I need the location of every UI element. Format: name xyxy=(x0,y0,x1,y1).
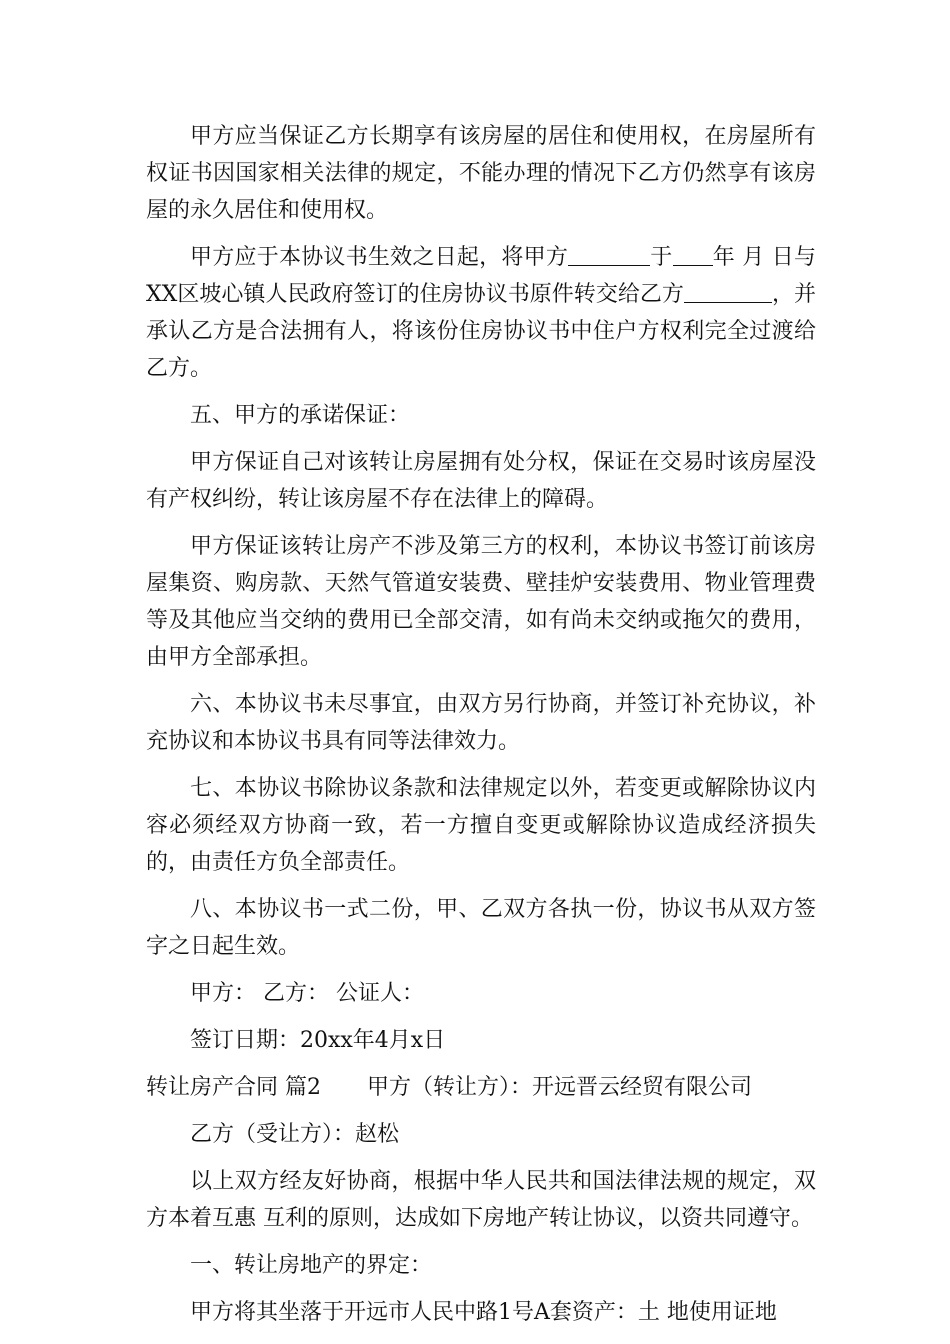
paragraph-transfer-agreement xyxy=(146,239,816,387)
party-b-name: 乙方（受让方）：赵松 xyxy=(190,1122,400,1147)
paragraph-copies: 八、本协议书一式二份，甲、乙双方各执一份，协议书从双方签字之日起生效。 xyxy=(146,897,816,959)
section-heading-definition: 一、转让房地产的界定： xyxy=(190,1253,433,1278)
document-page xyxy=(146,118,816,1331)
text-segment: 年 月 日与XX区坡心镇人民政府签订的住房协议书原件转交给乙方 xyxy=(146,245,816,307)
fill-in-blank xyxy=(684,278,772,303)
paragraph-supplementary: 六、本协议书未尽事宜，由双方另行协商，并签订补充协议，补充协议和本协议书具有同等法律效力。 xyxy=(146,692,816,754)
paragraph-residence-right: 甲方应当保证乙方长期享有该房屋的居住和使用权，在房屋所有权证书因国家相关法律的规定，不能办理的情况下乙方仍然享有该房屋的永久居住和使用权。 xyxy=(146,124,816,223)
text-segment: 于 xyxy=(650,245,673,270)
paragraph-property-location: 甲方将其坐落于开远市人民中路1号A套资产：土 地使用证地 xyxy=(190,1300,777,1325)
section-heading-commitment: 五、甲方的承诺保证： xyxy=(190,403,411,428)
paragraph-fees-settled: 甲方保证该转让房产不涉及第三方的权利，本协议书签订前该房屋集资、购房款、天然气管道安装费、壁挂炉安装费用、物业管理费等及其他应当交纳的费用已全部交清，如有尚未交纳或拖欠的费用，由甲方全部承担。 xyxy=(146,534,816,670)
text-segment: ，并承认乙方是合法拥有人，将该份住房协议书中住户方权利完全过渡给乙方。 xyxy=(146,282,816,381)
signature-line: 甲方： 乙方： 公证人： xyxy=(190,981,424,1006)
signing-date: 签订日期：20xx年4月x日 xyxy=(190,1028,446,1053)
paragraph-preamble: 以上双方经友好协商，根据中华人民共和国法律法规的规定，双方本着互惠 互利的原则，达成如下房地产转让协议，以资共同遵守。 xyxy=(146,1169,816,1231)
party-a-name: 甲方（转让方）：开远晋云经贸有限公司 xyxy=(367,1075,753,1100)
fill-in-blank xyxy=(568,241,650,266)
contract-section-2-header xyxy=(146,1069,816,1106)
contract-title: 转让房产合同 篇2 xyxy=(146,1075,321,1100)
paragraph-disposal-right: 甲方保证自己对该转让房屋拥有处分权，保证在交易时该房屋没有产权纠纷，转让该房屋不存在法律上的障碍。 xyxy=(146,450,816,512)
text-segment: 甲方应于本协议书生效之日起，将甲方 xyxy=(190,245,569,270)
paragraph-modification: 七、本协议书除协议条款和法律规定以外，若变更或解除协议内容必须经双方协商一致，若一方擅自变更或解除协议造成经济损失的，由责任方负全部责任。 xyxy=(146,776,816,875)
fill-in-blank xyxy=(673,241,713,266)
